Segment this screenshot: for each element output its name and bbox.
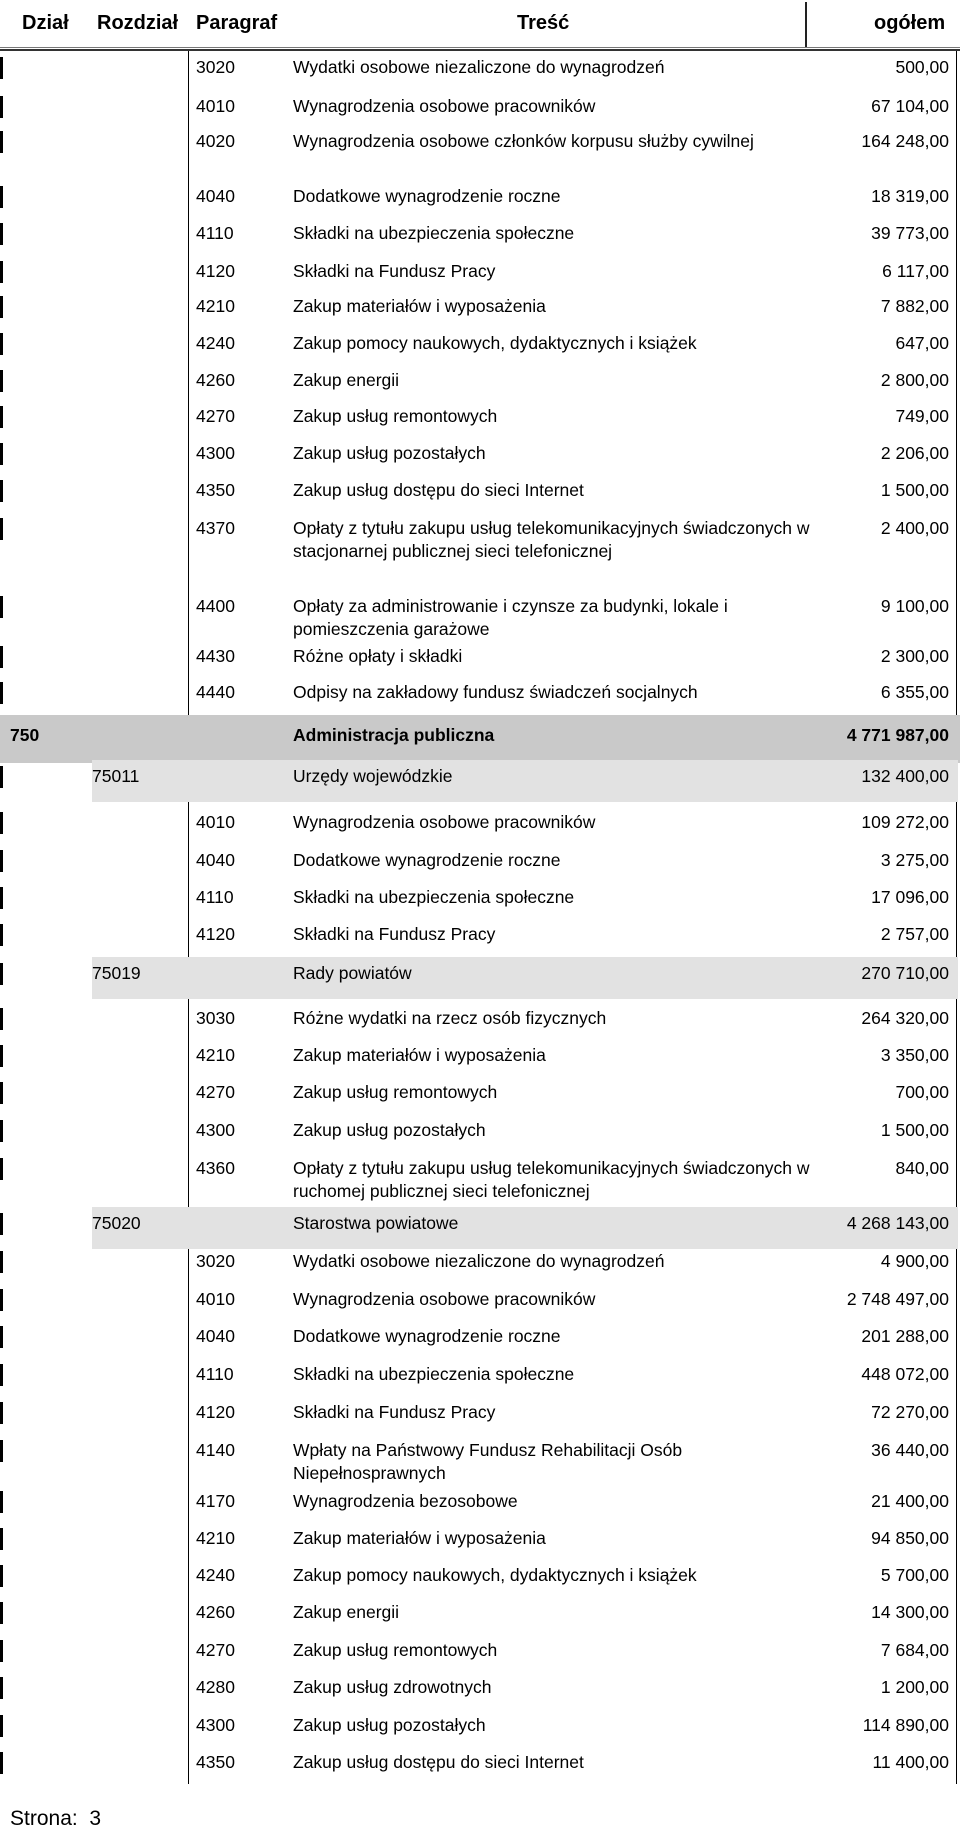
margin-tick bbox=[0, 370, 3, 392]
margin-tick bbox=[0, 682, 3, 704]
margin-tick bbox=[0, 924, 3, 946]
paragraf-code: 4210 bbox=[196, 296, 235, 316]
description: Zakup energii bbox=[293, 370, 400, 390]
description: Składki na ubezpieczenia społeczne bbox=[293, 887, 575, 907]
paragraf-code: 4040 bbox=[196, 186, 235, 206]
paragraf-code: 4350 bbox=[196, 480, 235, 500]
description: Urzędy wojewódzkie bbox=[293, 766, 453, 786]
paragraf-code: 4280 bbox=[196, 1677, 235, 1697]
amount: 1 500,00 bbox=[880, 1120, 949, 1140]
header-rule bbox=[0, 47, 960, 48]
amount: 4 771 987,00 bbox=[846, 725, 949, 745]
amount: 647,00 bbox=[895, 333, 949, 353]
rozdzial-code: 75011 bbox=[92, 766, 140, 786]
rozdzial-code: 75020 bbox=[92, 1213, 141, 1233]
paragraf-code: 4040 bbox=[196, 1326, 235, 1346]
amount: 7 882,00 bbox=[880, 296, 949, 316]
description: Dodatkowe wynagrodzenie roczne bbox=[293, 186, 561, 206]
amount: 21 400,00 bbox=[871, 1491, 949, 1511]
amount: 2 757,00 bbox=[880, 924, 949, 944]
margin-tick bbox=[0, 1364, 3, 1386]
margin-tick bbox=[0, 1045, 3, 1067]
header-ogolem: ogółem bbox=[874, 12, 946, 34]
margin-tick bbox=[0, 766, 3, 788]
paragraf-code: 4120 bbox=[196, 261, 235, 281]
amount: 4 268 143,00 bbox=[846, 1213, 949, 1233]
description: Zakup usług remontowych bbox=[293, 1082, 498, 1102]
amount: 18 319,00 bbox=[871, 186, 949, 206]
margin-tick bbox=[0, 1677, 3, 1699]
description: Wpłaty na Państwowy Fundusz Rehabilitacji Osób Niepełnosprawnych bbox=[293, 1440, 683, 1483]
paragraf-code: 4010 bbox=[196, 1289, 235, 1309]
paragraf-code: 4260 bbox=[196, 1602, 235, 1622]
amount: 4 900,00 bbox=[880, 1251, 949, 1271]
description: Różne opłaty i składki bbox=[293, 646, 463, 666]
description: Zakup usług pozostałych bbox=[293, 443, 486, 463]
paragraf-code: 4110 bbox=[196, 1364, 234, 1384]
margin-tick bbox=[0, 1402, 3, 1424]
description: Administracja publiczna bbox=[293, 725, 495, 745]
paragraf-code: 4400 bbox=[196, 596, 235, 616]
amount: 39 773,00 bbox=[871, 223, 949, 243]
paragraf-code: 4110 bbox=[196, 887, 234, 907]
description: Składki na ubezpieczenia społeczne bbox=[293, 1364, 575, 1384]
grid-line-paragraf bbox=[188, 763, 189, 1784]
amount: 2 300,00 bbox=[880, 646, 949, 666]
description: Zakup usług dostępu do sieci Internet bbox=[293, 480, 584, 500]
description: Wynagrodzenia osobowe członków korpusu służby cywilnej bbox=[293, 131, 754, 151]
paragraf-code: 4010 bbox=[196, 96, 235, 116]
paragraf-code: 4300 bbox=[196, 1715, 235, 1735]
margin-tick bbox=[0, 1528, 3, 1550]
margin-tick bbox=[0, 1565, 3, 1587]
amount: 2 206,00 bbox=[880, 443, 949, 463]
paragraf-code: 4300 bbox=[196, 443, 235, 463]
margin-tick bbox=[0, 1640, 3, 1662]
margin-tick bbox=[0, 518, 3, 540]
paragraf-code: 4270 bbox=[196, 406, 235, 426]
paragraf-code: 4120 bbox=[196, 1402, 235, 1422]
margin-tick bbox=[0, 887, 3, 909]
amount: 201 288,00 bbox=[861, 1326, 949, 1346]
amount: 5 700,00 bbox=[880, 1565, 949, 1585]
paragraf-code: 4040 bbox=[196, 850, 235, 870]
amount: 36 440,00 bbox=[871, 1440, 949, 1460]
margin-tick bbox=[0, 223, 3, 245]
amount: 1 200,00 bbox=[880, 1677, 949, 1697]
margin-tick bbox=[0, 1158, 3, 1180]
rozdzial-code: 75019 bbox=[92, 963, 141, 983]
header-paragraf: Paragraf bbox=[196, 12, 278, 34]
description: Opłaty za administrowanie i czynsze za budynki, lokale i pomieszczenia garażowe bbox=[293, 596, 728, 639]
amount: 94 850,00 bbox=[871, 1528, 949, 1548]
paragraf-code: 3030 bbox=[196, 1008, 235, 1028]
amount: 2 748 497,00 bbox=[846, 1289, 949, 1309]
description: Wynagrodzenia osobowe pracowników bbox=[293, 812, 596, 832]
margin-tick bbox=[0, 1491, 3, 1513]
paragraf-code: 4260 bbox=[196, 370, 235, 390]
margin-tick bbox=[0, 261, 3, 283]
paragraf-code: 4240 bbox=[196, 1565, 235, 1585]
amount: 11 400,00 bbox=[872, 1752, 949, 1772]
header-separator bbox=[805, 2, 807, 47]
margin-tick bbox=[0, 850, 3, 872]
amount: 67 104,00 bbox=[871, 96, 949, 116]
paragraf-code: 4350 bbox=[196, 1752, 235, 1772]
grid-line-paragraf bbox=[188, 51, 189, 715]
margin-tick bbox=[0, 1120, 3, 1142]
description: Różne wydatki na rzecz osób fizycznych bbox=[293, 1008, 607, 1028]
description: Składki na ubezpieczenia społeczne bbox=[293, 223, 575, 243]
header-tresc: Treść bbox=[517, 12, 570, 34]
paragraf-code: 4370 bbox=[196, 518, 235, 538]
margin-tick bbox=[0, 480, 3, 502]
amount: 7 684,00 bbox=[880, 1640, 949, 1660]
amount: 72 270,00 bbox=[871, 1402, 949, 1422]
page-label: Strona: bbox=[10, 1807, 78, 1830]
description: Zakup usług dostępu do sieci Internet bbox=[293, 1752, 584, 1772]
amount: 3 350,00 bbox=[880, 1045, 949, 1065]
description: Wydatki osobowe niezaliczone do wynagrodzeń bbox=[293, 1251, 665, 1271]
amount: 749,00 bbox=[895, 406, 949, 426]
margin-tick bbox=[0, 57, 3, 79]
paragraf-code: 4270 bbox=[196, 1640, 235, 1660]
margin-tick bbox=[0, 963, 3, 985]
header-bottom-rule bbox=[0, 49, 960, 51]
description: Wydatki osobowe niezaliczone do wynagrodzeń bbox=[293, 57, 665, 77]
amount: 164 248,00 bbox=[861, 131, 949, 151]
paragraf-code: 4010 bbox=[196, 812, 235, 832]
margin-tick bbox=[0, 1715, 3, 1737]
margin-tick bbox=[0, 296, 3, 318]
amount: 9 100,00 bbox=[880, 596, 949, 616]
margin-tick bbox=[0, 812, 3, 834]
margin-tick bbox=[0, 443, 3, 465]
paragraf-code: 3020 bbox=[196, 1251, 235, 1271]
paragraf-code: 4430 bbox=[196, 646, 235, 666]
description: Wynagrodzenia osobowe pracowników bbox=[293, 1289, 596, 1309]
margin-tick bbox=[0, 131, 3, 153]
amount: 6 117,00 bbox=[882, 261, 949, 281]
description: Wynagrodzenia osobowe pracowników bbox=[293, 96, 596, 116]
amount: 2 400,00 bbox=[880, 518, 949, 538]
amount: 17 096,00 bbox=[871, 887, 949, 907]
page-number: 3 bbox=[89, 1807, 102, 1830]
amount: 132 400,00 bbox=[861, 766, 949, 786]
description: Składki na Fundusz Pracy bbox=[293, 924, 496, 944]
description: Odpisy na zakładowy fundusz świadczeń socjalnych bbox=[293, 682, 698, 702]
margin-tick bbox=[0, 96, 3, 118]
margin-tick bbox=[0, 1008, 3, 1030]
margin-tick bbox=[0, 186, 3, 208]
paragraf-code: 4360 bbox=[196, 1158, 235, 1178]
amount: 3 275,00 bbox=[880, 850, 949, 870]
amount: 114 890,00 bbox=[862, 1715, 949, 1735]
paragraf-code: 3020 bbox=[196, 57, 235, 77]
grid-line-right bbox=[956, 51, 957, 1784]
description: Dodatkowe wynagrodzenie roczne bbox=[293, 850, 561, 870]
margin-tick bbox=[0, 1213, 3, 1235]
description: Opłaty z tytułu zakupu usług telekomunikacyjnych świadczonych w stacjonarnej publicznej sieci telefonicznej bbox=[293, 518, 810, 561]
description: Opłaty z tytułu zakupu usług telekomunikacyjnych świadczonych w ruchomej publicznej sieci telefonicznej bbox=[293, 1158, 810, 1201]
margin-tick bbox=[0, 406, 3, 428]
paragraf-code: 4270 bbox=[196, 1082, 235, 1102]
description: Zakup usług pozostałych bbox=[293, 1120, 486, 1140]
margin-tick bbox=[0, 333, 3, 355]
description: Składki na Fundusz Pracy bbox=[293, 261, 496, 281]
description: Wynagrodzenia bezosobowe bbox=[293, 1491, 518, 1511]
description: Zakup materiałów i wyposażenia bbox=[293, 1528, 546, 1548]
amount: 2 800,00 bbox=[880, 370, 949, 390]
paragraf-code: 4300 bbox=[196, 1120, 235, 1140]
description: Zakup usług pozostałych bbox=[293, 1715, 486, 1735]
description: Zakup energii bbox=[293, 1602, 400, 1622]
header-dzial: Dział bbox=[22, 12, 69, 34]
margin-tick bbox=[0, 1082, 3, 1104]
description: Zakup usług remontowych bbox=[293, 1640, 498, 1660]
amount: 700,00 bbox=[895, 1082, 949, 1102]
margin-tick bbox=[0, 1251, 3, 1273]
margin-tick bbox=[0, 1289, 3, 1311]
description: Składki na Fundusz Pracy bbox=[293, 1402, 496, 1422]
margin-tick bbox=[0, 1440, 3, 1462]
amount: 840,00 bbox=[895, 1158, 949, 1178]
description: Starostwa powiatowe bbox=[293, 1213, 459, 1233]
paragraf-code: 4140 bbox=[196, 1440, 235, 1460]
description: Zakup pomocy naukowych, dydaktycznych i książek bbox=[293, 333, 697, 353]
amount: 500,00 bbox=[895, 57, 949, 77]
description: Zakup usług zdrowotnych bbox=[293, 1677, 492, 1697]
paragraf-code: 4110 bbox=[196, 223, 234, 243]
description: Zakup usług remontowych bbox=[293, 406, 498, 426]
description: Dodatkowe wynagrodzenie roczne bbox=[293, 1326, 561, 1346]
paragraf-code: 4210 bbox=[196, 1528, 235, 1548]
paragraf-code: 4020 bbox=[196, 131, 235, 151]
description: Zakup materiałów i wyposażenia bbox=[293, 1045, 546, 1065]
amount: 270 710,00 bbox=[861, 963, 949, 983]
header-rozdzial: Rozdział bbox=[97, 12, 179, 34]
paragraf-code: 4170 bbox=[196, 1491, 235, 1511]
paragraf-code: 4240 bbox=[196, 333, 235, 353]
margin-tick bbox=[0, 1602, 3, 1624]
description: Zakup pomocy naukowych, dydaktycznych i książek bbox=[293, 1565, 697, 1585]
margin-tick bbox=[0, 1752, 3, 1774]
page-footer bbox=[10, 1807, 101, 1831]
amount: 6 355,00 bbox=[880, 682, 949, 702]
amount: 109 272,00 bbox=[861, 812, 949, 832]
amount: 14 300,00 bbox=[871, 1602, 949, 1622]
description: Rady powiatów bbox=[293, 963, 412, 983]
paragraf-code: 4210 bbox=[196, 1045, 235, 1065]
amount: 264 320,00 bbox=[861, 1008, 949, 1028]
description: Zakup materiałów i wyposażenia bbox=[293, 296, 546, 316]
margin-tick bbox=[0, 1326, 3, 1348]
amount: 1 500,00 bbox=[880, 480, 949, 500]
paragraf-code: 4440 bbox=[196, 682, 235, 702]
dzial-code: 750 bbox=[10, 725, 40, 745]
margin-tick bbox=[0, 646, 3, 668]
amount: 448 072,00 bbox=[861, 1364, 949, 1384]
margin-tick bbox=[0, 596, 3, 618]
paragraf-code: 4120 bbox=[196, 924, 235, 944]
